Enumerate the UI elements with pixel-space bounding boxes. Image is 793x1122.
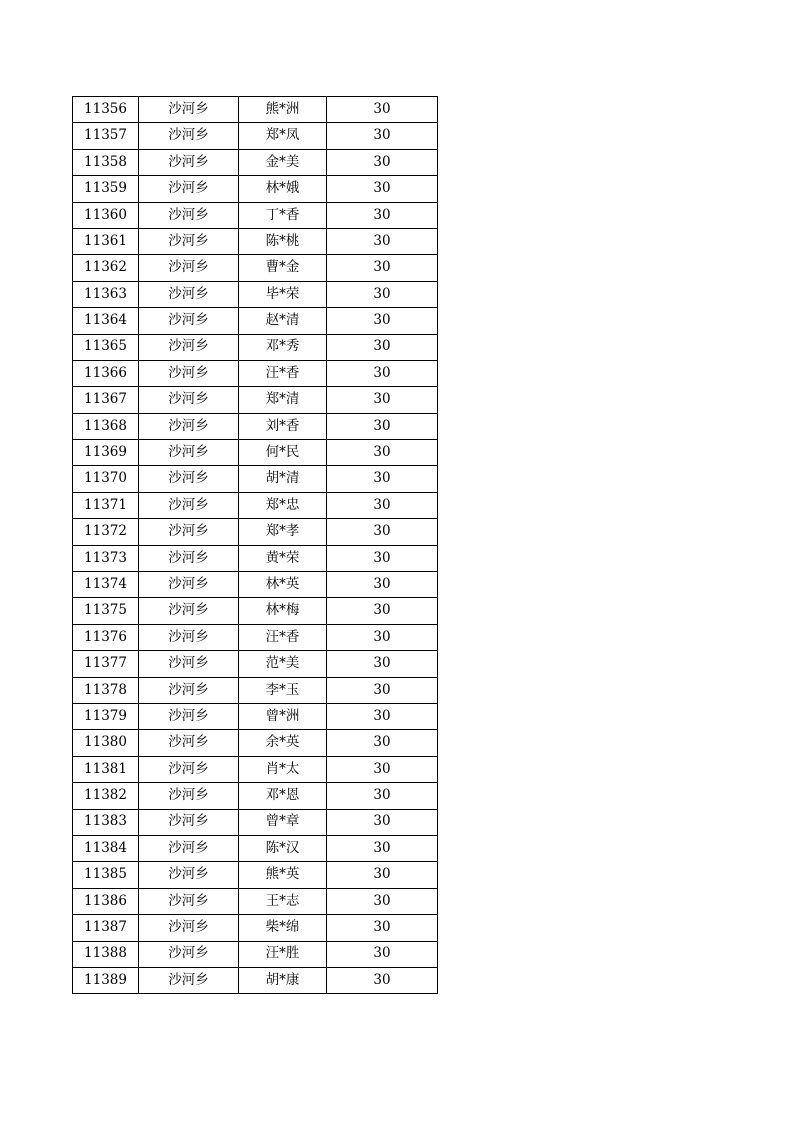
cell-serial-number: 11375 — [73, 598, 139, 624]
cell-person-name: 陈*汉 — [239, 835, 327, 861]
cell-amount: 30 — [327, 572, 438, 598]
cell-township: 沙河乡 — [139, 888, 239, 914]
cell-person-name: 李*玉 — [239, 677, 327, 703]
table-row — [73, 783, 438, 809]
cell-serial-number: 11374 — [73, 572, 139, 598]
cell-serial-number: 11386 — [73, 888, 139, 914]
cell-serial-number: 11388 — [73, 941, 139, 967]
cell-amount: 30 — [327, 281, 438, 307]
cell-person-name: 汪*香 — [239, 360, 327, 386]
cell-person-name: 余*英 — [239, 730, 327, 756]
cell-township: 沙河乡 — [139, 756, 239, 782]
cell-amount: 30 — [327, 176, 438, 202]
cell-amount: 30 — [327, 202, 438, 228]
cell-amount: 30 — [327, 941, 438, 967]
cell-serial-number: 11363 — [73, 281, 139, 307]
cell-serial-number: 11379 — [73, 703, 139, 729]
cell-township: 沙河乡 — [139, 545, 239, 571]
cell-amount: 30 — [327, 97, 438, 123]
cell-person-name: 郑*忠 — [239, 492, 327, 518]
cell-person-name: 胡*清 — [239, 466, 327, 492]
cell-person-name: 胡*康 — [239, 967, 327, 993]
cell-township: 沙河乡 — [139, 783, 239, 809]
cell-person-name: 邓*秀 — [239, 334, 327, 360]
cell-person-name: 熊*英 — [239, 862, 327, 888]
cell-person-name: 黄*荣 — [239, 545, 327, 571]
table-row — [73, 915, 438, 941]
table-row — [73, 202, 438, 228]
table-row — [73, 809, 438, 835]
cell-amount: 30 — [327, 598, 438, 624]
cell-serial-number: 11356 — [73, 97, 139, 123]
cell-serial-number: 11383 — [73, 809, 139, 835]
cell-serial-number: 11381 — [73, 756, 139, 782]
cell-township: 沙河乡 — [139, 572, 239, 598]
table-row — [73, 123, 438, 149]
cell-amount: 30 — [327, 677, 438, 703]
table-row — [73, 440, 438, 466]
cell-amount: 30 — [327, 809, 438, 835]
table-row — [73, 360, 438, 386]
table-row — [73, 308, 438, 334]
cell-serial-number: 11369 — [73, 440, 139, 466]
cell-township: 沙河乡 — [139, 915, 239, 941]
table-row — [73, 97, 438, 123]
cell-township: 沙河乡 — [139, 677, 239, 703]
cell-person-name: 林*娥 — [239, 176, 327, 202]
cell-township: 沙河乡 — [139, 598, 239, 624]
cell-serial-number: 11389 — [73, 967, 139, 993]
cell-township: 沙河乡 — [139, 941, 239, 967]
cell-serial-number: 11372 — [73, 519, 139, 545]
cell-person-name: 刘*香 — [239, 413, 327, 439]
cell-township: 沙河乡 — [139, 97, 239, 123]
cell-serial-number: 11362 — [73, 255, 139, 281]
cell-person-name: 林*梅 — [239, 598, 327, 624]
cell-amount: 30 — [327, 730, 438, 756]
cell-amount: 30 — [327, 783, 438, 809]
cell-person-name: 何*民 — [239, 440, 327, 466]
cell-person-name: 王*志 — [239, 888, 327, 914]
table-row — [73, 730, 438, 756]
cell-serial-number: 11380 — [73, 730, 139, 756]
cell-township: 沙河乡 — [139, 809, 239, 835]
cell-serial-number: 11371 — [73, 492, 139, 518]
cell-person-name: 陈*桃 — [239, 228, 327, 254]
table-row — [73, 835, 438, 861]
cell-township: 沙河乡 — [139, 308, 239, 334]
table-row — [73, 545, 438, 571]
cell-amount: 30 — [327, 308, 438, 334]
cell-township: 沙河乡 — [139, 730, 239, 756]
cell-serial-number: 11365 — [73, 334, 139, 360]
cell-serial-number: 11364 — [73, 308, 139, 334]
cell-township: 沙河乡 — [139, 651, 239, 677]
cell-amount: 30 — [327, 967, 438, 993]
cell-township: 沙河乡 — [139, 123, 239, 149]
table-row — [73, 941, 438, 967]
cell-amount: 30 — [327, 255, 438, 281]
cell-serial-number: 11359 — [73, 176, 139, 202]
table-row — [73, 255, 438, 281]
cell-serial-number: 11378 — [73, 677, 139, 703]
cell-amount: 30 — [327, 466, 438, 492]
table-row — [73, 492, 438, 518]
cell-township: 沙河乡 — [139, 835, 239, 861]
cell-amount: 30 — [327, 915, 438, 941]
table-row — [73, 519, 438, 545]
cell-township: 沙河乡 — [139, 387, 239, 413]
cell-person-name: 范*美 — [239, 651, 327, 677]
cell-amount: 30 — [327, 413, 438, 439]
cell-serial-number: 11385 — [73, 862, 139, 888]
table-row — [73, 387, 438, 413]
cell-amount: 30 — [327, 835, 438, 861]
cell-amount: 30 — [327, 888, 438, 914]
cell-township: 沙河乡 — [139, 440, 239, 466]
cell-serial-number: 11358 — [73, 149, 139, 175]
table-row — [73, 466, 438, 492]
cell-amount: 30 — [327, 756, 438, 782]
table-row — [73, 176, 438, 202]
cell-amount: 30 — [327, 545, 438, 571]
cell-township: 沙河乡 — [139, 624, 239, 650]
cell-amount: 30 — [327, 703, 438, 729]
table-row — [73, 413, 438, 439]
cell-township: 沙河乡 — [139, 466, 239, 492]
table-row — [73, 281, 438, 307]
cell-township: 沙河乡 — [139, 281, 239, 307]
cell-person-name: 林*英 — [239, 572, 327, 598]
cell-serial-number: 11377 — [73, 651, 139, 677]
cell-person-name: 曾*章 — [239, 809, 327, 835]
cell-person-name: 郑*凤 — [239, 123, 327, 149]
table-row — [73, 624, 438, 650]
cell-person-name: 赵*清 — [239, 308, 327, 334]
table-row — [73, 677, 438, 703]
cell-serial-number: 11366 — [73, 360, 139, 386]
cell-person-name: 郑*清 — [239, 387, 327, 413]
cell-serial-number: 11384 — [73, 835, 139, 861]
table-row — [73, 598, 438, 624]
cell-serial-number: 11376 — [73, 624, 139, 650]
table-row — [73, 756, 438, 782]
cell-township: 沙河乡 — [139, 334, 239, 360]
cell-amount: 30 — [327, 492, 438, 518]
cell-person-name: 汪*胜 — [239, 941, 327, 967]
cell-person-name: 毕*荣 — [239, 281, 327, 307]
cell-serial-number: 11360 — [73, 202, 139, 228]
cell-amount: 30 — [327, 360, 438, 386]
cell-serial-number: 11373 — [73, 545, 139, 571]
cell-person-name: 曹*金 — [239, 255, 327, 281]
cell-serial-number: 11361 — [73, 228, 139, 254]
cell-township: 沙河乡 — [139, 519, 239, 545]
roster-table — [72, 96, 438, 994]
cell-amount: 30 — [327, 862, 438, 888]
table-row — [73, 703, 438, 729]
cell-serial-number: 11370 — [73, 466, 139, 492]
cell-township: 沙河乡 — [139, 967, 239, 993]
cell-amount: 30 — [327, 149, 438, 175]
cell-person-name: 丁*香 — [239, 202, 327, 228]
table-row — [73, 651, 438, 677]
cell-amount: 30 — [327, 624, 438, 650]
cell-township: 沙河乡 — [139, 413, 239, 439]
table-row — [73, 149, 438, 175]
cell-person-name: 金*美 — [239, 149, 327, 175]
cell-serial-number: 11382 — [73, 783, 139, 809]
cell-person-name: 郑*孝 — [239, 519, 327, 545]
cell-person-name: 熊*洲 — [239, 97, 327, 123]
table-row — [73, 228, 438, 254]
cell-township: 沙河乡 — [139, 492, 239, 518]
table-row — [73, 888, 438, 914]
cell-township: 沙河乡 — [139, 703, 239, 729]
table-row — [73, 862, 438, 888]
cell-amount: 30 — [327, 440, 438, 466]
cell-serial-number: 11367 — [73, 387, 139, 413]
cell-person-name: 汪*香 — [239, 624, 327, 650]
cell-person-name: 柴*绵 — [239, 915, 327, 941]
cell-amount: 30 — [327, 651, 438, 677]
cell-person-name: 肖*太 — [239, 756, 327, 782]
cell-amount: 30 — [327, 519, 438, 545]
cell-serial-number: 11387 — [73, 915, 139, 941]
cell-township: 沙河乡 — [139, 862, 239, 888]
cell-serial-number: 11368 — [73, 413, 139, 439]
table-row — [73, 572, 438, 598]
table-row — [73, 967, 438, 993]
cell-amount: 30 — [327, 123, 438, 149]
cell-person-name: 邓*恩 — [239, 783, 327, 809]
cell-serial-number: 11357 — [73, 123, 139, 149]
cell-township: 沙河乡 — [139, 360, 239, 386]
cell-township: 沙河乡 — [139, 202, 239, 228]
cell-township: 沙河乡 — [139, 228, 239, 254]
roster-table-body — [73, 97, 438, 994]
cell-township: 沙河乡 — [139, 176, 239, 202]
cell-person-name: 曾*洲 — [239, 703, 327, 729]
cell-amount: 30 — [327, 334, 438, 360]
cell-township: 沙河乡 — [139, 255, 239, 281]
cell-township: 沙河乡 — [139, 149, 239, 175]
table-row — [73, 334, 438, 360]
cell-amount: 30 — [327, 228, 438, 254]
cell-amount: 30 — [327, 387, 438, 413]
